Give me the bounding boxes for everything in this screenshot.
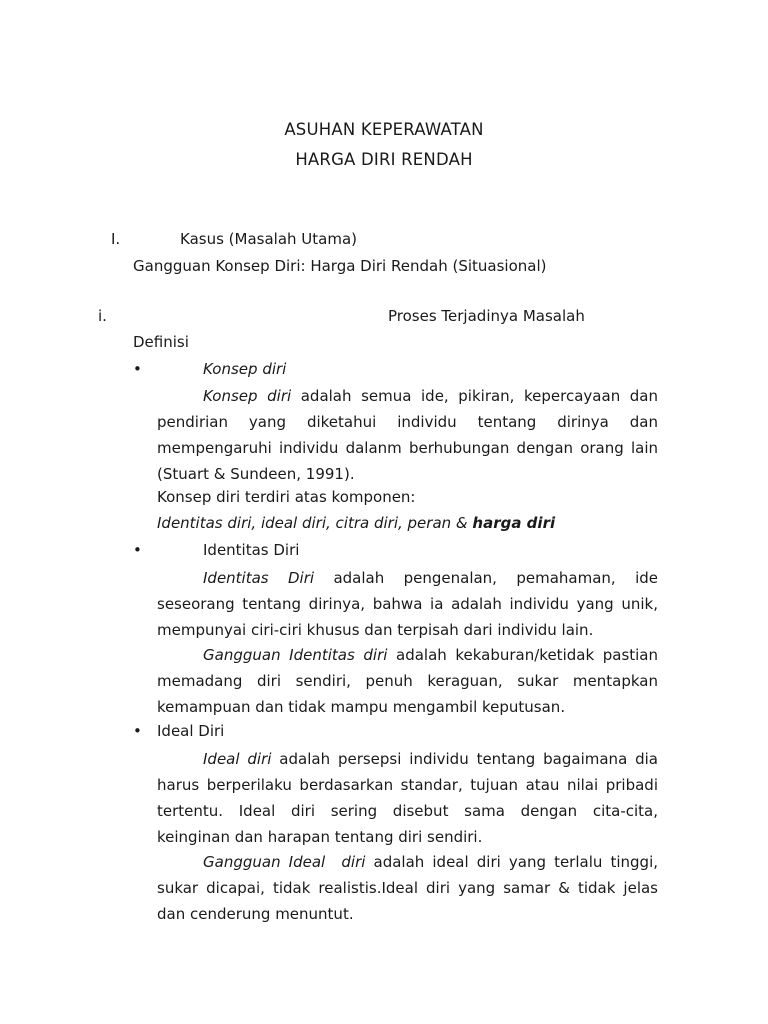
section-1-number: I. xyxy=(111,230,121,248)
konsep-diri-term: Konsep diri xyxy=(203,387,292,405)
section-2-number: i. xyxy=(98,307,107,325)
komponen-list: Identitas diri, ideal diri, citra diri, peran & xyxy=(157,514,468,532)
konsep-diri-paragraph xyxy=(157,383,658,487)
identitas-diri-title: Identitas Diri xyxy=(203,541,300,559)
gangguan-identitas-definition: adalah kekaburan/ketidak pastian memadang diri sendiri, penuh keraguan, sukar mentapkan kemampuan dan tidak mampu mengambil keputusan. xyxy=(157,646,659,716)
section-2-heading: Proses Terjadinya Masalah xyxy=(388,307,585,325)
ideal-diri-paragraph xyxy=(157,746,658,850)
gangguan-ideal-paragraph xyxy=(157,849,658,927)
identitas-diri-paragraph xyxy=(157,565,658,643)
komponen-line xyxy=(157,513,555,533)
bullet-identitas-diri: • xyxy=(133,541,142,559)
bullet-konsep-diri: • xyxy=(133,360,142,378)
gangguan-identitas-paragraph xyxy=(157,642,658,720)
title-line-1: ASUHAN KEPERAWATAN xyxy=(284,120,484,139)
ideal-diri-term: Ideal diri xyxy=(203,750,272,768)
konsep-diri-title: Konsep diri xyxy=(203,360,287,378)
gangguan-ideal-definition: adalah ideal diri yang terlalu tinggi, sukar dicapai, tidak realistis.Ideal diri yang samar & tidak jelas dan cenderung menuntut. xyxy=(157,853,659,923)
definisi-subheading: Definisi xyxy=(133,333,189,351)
komponen-intro: Konsep diri terdiri atas komponen: xyxy=(157,488,416,506)
gangguan-ideal-term: Gangguan Ideal diri xyxy=(203,853,366,871)
identitas-diri-definition: adalah pengenalan, pemahaman, ide seseorang tentang dirinya, bahwa ia adalah individu yang unik, mempunyai ciri-ciri khusus dan terpisah dari individu lain. xyxy=(157,569,658,639)
komponen-harga-diri: harga diri xyxy=(472,514,556,532)
gangguan-identitas-term: Gangguan Identitas diri xyxy=(203,646,388,664)
section-1-heading: Kasus (Masalah Utama) xyxy=(180,230,358,248)
bullet-ideal-diri: • xyxy=(133,722,142,740)
section-1-text: Gangguan Konsep Diri: Harga Diri Rendah (Situasional) xyxy=(133,257,547,275)
konsep-diri-definition: adalah semua ide, pikiran, kepercayaan dan pendirian yang diketahui individu tentang dirinya dan mempengaruhi individu dalanm berhubungan dengan orang lain (Stuart & Sundeen, 1991). xyxy=(157,387,658,483)
identitas-diri-term: Identitas Diri xyxy=(203,569,315,587)
ideal-diri-title: Ideal Diri xyxy=(157,722,225,740)
title-line-2: HARGA DIRI RENDAH xyxy=(295,150,473,169)
ideal-diri-definition: adalah persepsi individu tentang bagaimana dia harus berperilaku berdasarkan standar, tujuan atau nilai pribadi tertentu. Ideal diri sering disebut sama dengan cita-cita, keinginan dan harapan tentang diri sendiri. xyxy=(157,750,659,846)
